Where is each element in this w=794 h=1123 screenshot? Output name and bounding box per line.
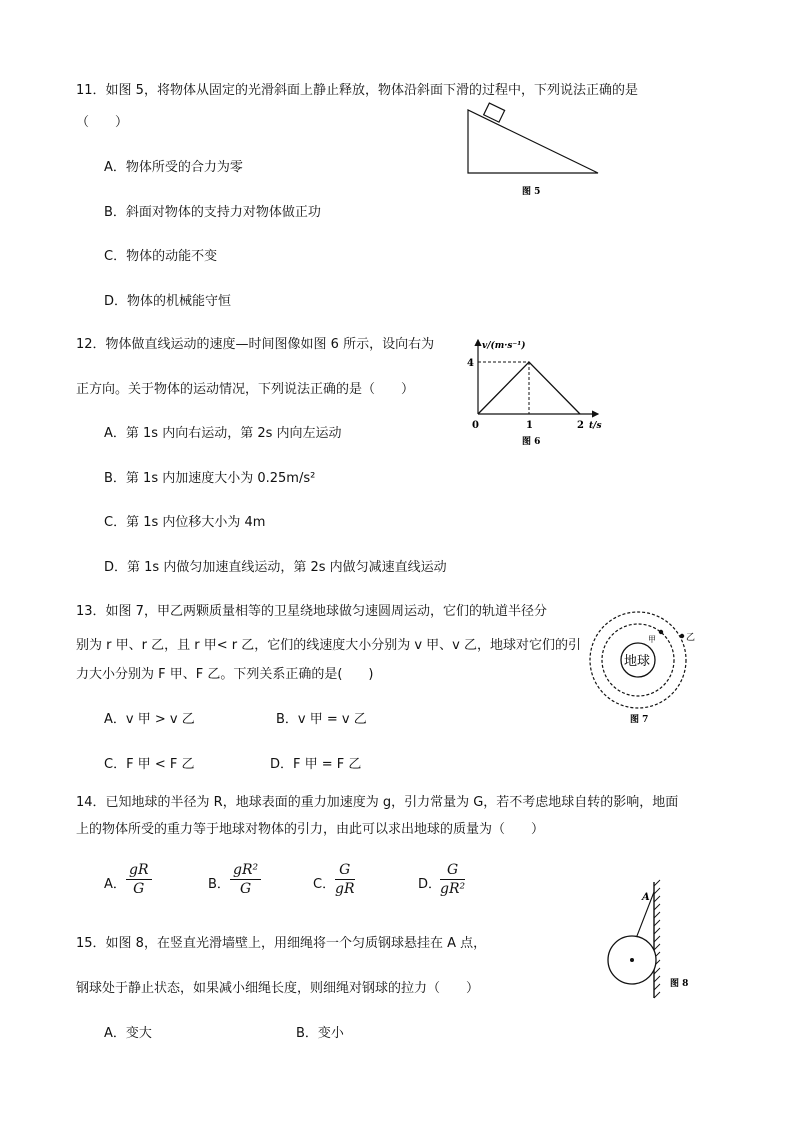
vt-x-axis-label: t/s (589, 421, 602, 431)
q12-figure-caption: 图 6 (522, 437, 541, 447)
q14-option-b-fraction (230, 862, 261, 897)
q13-option-d: D．F 甲 = F 乙 (270, 757, 362, 772)
satellite-jia-label: 甲 (648, 635, 656, 644)
q15-figure-caption: 图 8 (670, 979, 689, 989)
q14-option-a-denominator: G (133, 881, 145, 897)
satellite-yi (680, 634, 684, 638)
q11-option-b: B．斜面对物体的支持力对物体做正功 (104, 205, 321, 220)
vt-x-tick-2: 2 (577, 420, 584, 431)
q11-option-a: A．物体所受的合力为零 (104, 160, 243, 175)
q12-stem-line1: 12．物体做直线运动的速度—时间图像如图 6 所示，设向右为 (76, 337, 435, 352)
q14-option-c-fraction (335, 862, 355, 897)
satellite-orbit-figure (582, 600, 702, 730)
q13-stem-line3: 力大小分别为 F 甲、F 乙。下列关系正确的是( ) (76, 667, 374, 682)
q13-option-a: A．v 甲 > v 乙 (104, 712, 195, 727)
q15-option-a: A．变大 (104, 1026, 152, 1041)
vt-y-tick: 4 (467, 358, 474, 369)
q12-option-b: B．第 1s 内加速度大小为 0.25m/s² (104, 471, 316, 486)
q13-stem-line2: 别为 r 甲、r 乙，且 r 甲< r 乙，它们的线速度大小分别为 v 甲、v 乙，地球对它们的引 (76, 638, 581, 653)
q15-stem-line1: 15．如图 8，在竖直光滑墙壁上，用细绳将一个匀质钢球悬挂在 A 点， (76, 936, 487, 951)
q12-stem-line2: 正方向。关于物体的运动情况，下列说法正确的是（ ） (76, 382, 415, 397)
q11-stem-line2: （ ） (76, 115, 129, 130)
vt-x-tick-1: 1 (526, 420, 533, 431)
q12-option-c: C．第 1s 内位移大小为 4m (104, 515, 266, 530)
q14-option-c-label: C． (313, 877, 336, 892)
q11-option-d: D．物体的机械能守恒 (104, 294, 232, 309)
q12-option-d: D．第 1s 内做匀加速直线运动，第 2s 内做匀减速直线运动 (104, 560, 447, 575)
q13-option-c: C．F 甲 < F 乙 (104, 757, 195, 772)
q14-stem-line2: 上的物体所受的重力等于地球对物体的引力，由此可以求出地球的质量为（ ） (76, 822, 545, 837)
q14-option-c-denominator: gR (335, 881, 355, 897)
q14-option-d-fraction (440, 862, 465, 897)
q13-figure-caption: 图 7 (630, 715, 649, 725)
q11-figure-caption: 图 5 (522, 187, 541, 197)
q14-option-a-fraction (126, 862, 152, 897)
satellite-jia (659, 630, 663, 634)
q14-option-a-label: A． (104, 877, 126, 892)
q13-option-b: B．v 甲 = v 乙 (276, 712, 367, 727)
q14-option-d-numerator: G (440, 862, 465, 880)
q14-option-b-numerator: gR² (230, 862, 261, 880)
vt-origin-label: 0 (472, 420, 479, 431)
satellite-yi-label: 乙 (686, 633, 696, 643)
q14-option-d-label: D． (418, 877, 442, 892)
q14-option-b-label: B． (208, 877, 230, 892)
hanging-ball-figure (600, 878, 710, 1003)
vt-y-axis-label: v/(m·s⁻¹) (482, 341, 526, 351)
earth-label: 地球 (624, 654, 651, 669)
incline-figure (460, 100, 610, 200)
vt-graph-figure (462, 334, 622, 449)
point-a-label: A (642, 892, 650, 903)
q14-option-d-denominator: gR² (440, 881, 466, 897)
q11-stem-line1: 11．如图 5，将物体从固定的光滑斜面上静止释放，物体沿斜面下滑的过程中，下列说法正确的是 (76, 83, 638, 98)
q15-option-b: B．变小 (296, 1026, 344, 1041)
q14-option-a-numerator: gR (126, 862, 152, 880)
q13-stem-line1: 13．如图 7，甲乙两颗质量相等的卫星绕地球做匀速圆周运动，它们的轨道半径分 (76, 604, 547, 619)
q14-stem-line1: 14．已知地球的半径为 R，地球表面的重力加速度为 g，引力常量为 G，若不考虑地球自转的影响，地面 (76, 795, 679, 810)
q15-stem-line2: 钢球处于静止状态，如果减小细绳长度，则细绳对钢球的拉力（ ） (76, 981, 480, 996)
q14-option-b-denominator: G (239, 881, 252, 897)
q11-option-c: C．物体的动能不变 (104, 249, 218, 264)
q12-option-a: A．第 1s 内向右运动，第 2s 内向左运动 (104, 426, 342, 441)
q14-option-c-numerator: G (335, 862, 355, 880)
